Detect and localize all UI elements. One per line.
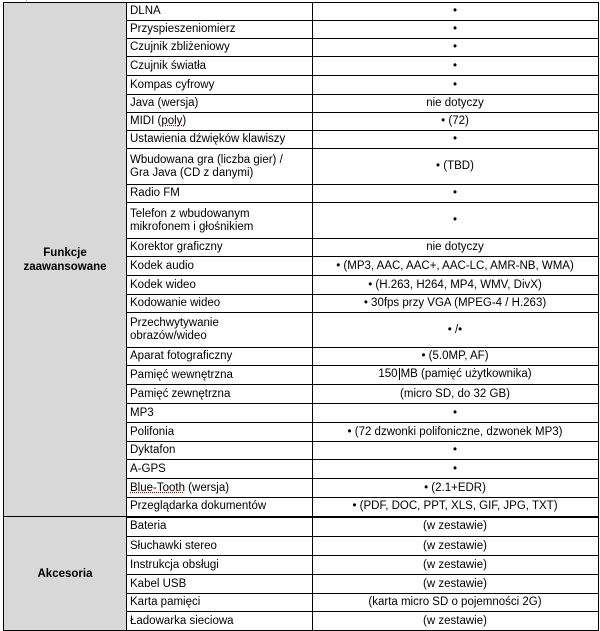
feature-cell [127, 57, 313, 76]
feature-label: MIDI ( [130, 115, 162, 127]
value-cell [313, 203, 599, 239]
spellcheck-marked-word: poly [161, 115, 183, 127]
feature-cell [127, 612, 313, 631]
value-text: (w zestawie) [423, 539, 487, 552]
value-text: • (72) [441, 115, 469, 127]
value-text: (karta micro SD o pojemności 2G) [368, 596, 542, 608]
value-text: • [452, 462, 458, 475]
text-line: Przeglądarka dokumentów [130, 500, 267, 513]
value-cell [313, 21, 599, 39]
category-cell [4, 3, 127, 517]
text-line: Instrukcja obsługi [130, 558, 219, 571]
feature-cell [127, 479, 313, 498]
feature-cell [127, 131, 313, 149]
text-line: Kodek audio [130, 259, 194, 272]
text-line: obrazów/wideo [130, 330, 207, 342]
feature-cell [127, 3, 313, 21]
text-line: Pamięć zewnętrzna [130, 387, 231, 400]
feature-cell [127, 39, 313, 57]
value-cell [313, 537, 599, 556]
value-cell [313, 113, 599, 131]
feature-cell [127, 404, 313, 423]
feature-label: (wersja) [184, 481, 230, 494]
value-cell [313, 442, 599, 460]
feature-cell [127, 517, 313, 537]
text-line: Bateria [130, 520, 167, 533]
text-line: DLNA [130, 5, 161, 17]
text-line: Wbudowana gra (liczba gier) / [130, 153, 283, 166]
value-text: • (2.1+EDR) [424, 481, 486, 494]
feature-cell [127, 498, 313, 517]
text-line: Przyspieszeniomierz [130, 23, 236, 35]
value-cell [313, 517, 599, 537]
text-line: Dyktafon [130, 444, 176, 456]
feature-cell [127, 295, 313, 313]
value-text: • [452, 406, 458, 419]
text-line: MP3 [130, 406, 154, 419]
feature-cell [127, 185, 313, 203]
text-line: Korektor graficzny [130, 241, 223, 253]
text-line: Polifonia [130, 425, 175, 438]
feature-cell [127, 385, 313, 404]
value-text: • (5.0MP, AF) [421, 350, 489, 362]
category-cell [4, 517, 127, 631]
feature-cell [127, 460, 313, 479]
text-line: Kabel USB [130, 577, 187, 590]
value-cell [313, 95, 599, 113]
feature-cell [127, 537, 313, 556]
table-row [4, 517, 599, 537]
category-label: Akcesoria [37, 567, 93, 580]
text-line: mikrofonem i głośnikiem [130, 220, 254, 233]
value-text: • (PDF, DOC, PPT, XLS, GIF, JPG, TXT) [352, 500, 558, 513]
value-text: • [452, 214, 458, 226]
value-cell [313, 76, 599, 95]
text-line: Kodek wideo [130, 278, 196, 291]
feature-cell [127, 366, 313, 385]
value-text: nie dotyczy [426, 241, 484, 253]
value-cell [313, 185, 599, 203]
value-text: (w zestawie) [423, 614, 487, 627]
value-cell [313, 131, 599, 149]
text-line: Pamięć wewnętrzna [130, 368, 233, 381]
text-line: Czujnik światła [130, 59, 207, 72]
value-text: (w zestawie) [423, 520, 487, 533]
feature-cell [127, 257, 313, 276]
value-cell [313, 239, 599, 257]
category-label: zaawansowane [23, 260, 107, 273]
value-text: (w zestawie) [423, 577, 487, 590]
value-text: (micro SD, do 32 GB) [400, 387, 510, 400]
spec-table [3, 2, 599, 631]
value-cell [313, 3, 599, 21]
value-cell [313, 479, 599, 498]
feature-cell [127, 423, 313, 442]
feature-cell [127, 149, 313, 185]
text-line: Czujnik zbliżeniowy [130, 41, 230, 53]
text-line: Kompas cyfrowy [130, 78, 215, 91]
value-text: (w zestawie) [423, 558, 487, 571]
value-cell [313, 295, 599, 313]
value-cell [313, 575, 599, 594]
text-line: Telefon z wbudowanym [130, 207, 250, 220]
value-text: • [452, 5, 458, 17]
value-cell [313, 460, 599, 479]
value-cell [313, 594, 599, 612]
value-cell [313, 313, 599, 348]
feature-cell [127, 95, 313, 113]
text-line: Ładowarka sieciowa [130, 614, 234, 627]
value-text: • [452, 59, 458, 72]
value-cell [313, 348, 599, 366]
value-text: • [452, 23, 458, 35]
value-cell [313, 612, 599, 631]
value-text: • (TBD) [436, 160, 474, 172]
value-text: • [452, 78, 458, 91]
feature-cell [127, 113, 313, 131]
feature-cell [127, 575, 313, 594]
value-cell [313, 149, 599, 185]
text-line: A-GPS [130, 462, 166, 475]
feature-cell [127, 348, 313, 366]
value-cell [313, 498, 599, 517]
value-cell [313, 423, 599, 442]
text-line: Słuchawki stereo [130, 539, 217, 552]
value-text: • (MP3, AAC, AAC+, AAC-LC, AMR-NB, WMA) [336, 259, 574, 272]
value-cell [313, 257, 599, 276]
feature-cell [127, 442, 313, 460]
category-label: Funkcje [43, 246, 87, 259]
value-cell [313, 39, 599, 57]
value-text: • [452, 444, 458, 456]
text-line: Ustawienia dźwięków klawiszy [130, 133, 286, 145]
value-text: • [452, 133, 458, 145]
value-cell [313, 366, 599, 385]
value-cell [313, 276, 599, 295]
feature-cell [127, 556, 313, 575]
text-line: Karta pamięci [130, 596, 201, 608]
text-cursor [399, 368, 400, 380]
value-text: • [452, 41, 458, 53]
feature-cell [127, 203, 313, 239]
value-cell [313, 404, 599, 423]
feature-cell [127, 76, 313, 95]
text-line: Kodowanie wideo [130, 297, 221, 309]
value-cell [313, 556, 599, 575]
value-text: • /• [447, 323, 463, 336]
feature-cell [127, 21, 313, 39]
value-text: 150 [378, 368, 398, 381]
value-text: MB (pamięć użytkownika) [400, 368, 532, 381]
feature-label: ) [182, 115, 187, 127]
feature-cell [127, 276, 313, 295]
feature-cell [127, 313, 313, 348]
text-line: Gra Java (CD z danymi) [130, 166, 254, 179]
table-row [4, 3, 599, 21]
text-line: Przechwytywanie [130, 317, 219, 329]
value-text: nie dotyczy [426, 97, 484, 109]
feature-cell [127, 594, 313, 612]
text-line: Java (wersja) [130, 97, 199, 109]
spellcheck-marked-word: Blue-Tooth [130, 481, 185, 494]
text-line: Radio FM [130, 187, 180, 199]
feature-cell [127, 239, 313, 257]
value-text: • [452, 187, 458, 199]
value-text: • 30fps przy VGA (MPEG-4 / H.263) [363, 297, 547, 309]
value-text: • (H.263, H264, MP4, WMV, DivX) [368, 278, 542, 291]
text-line: Aparat fotograficzny [130, 350, 233, 362]
value-text: • (72 dzwonki polifoniczne, dzwonek MP3) [347, 425, 563, 438]
value-cell [313, 57, 599, 76]
value-cell [313, 385, 599, 404]
